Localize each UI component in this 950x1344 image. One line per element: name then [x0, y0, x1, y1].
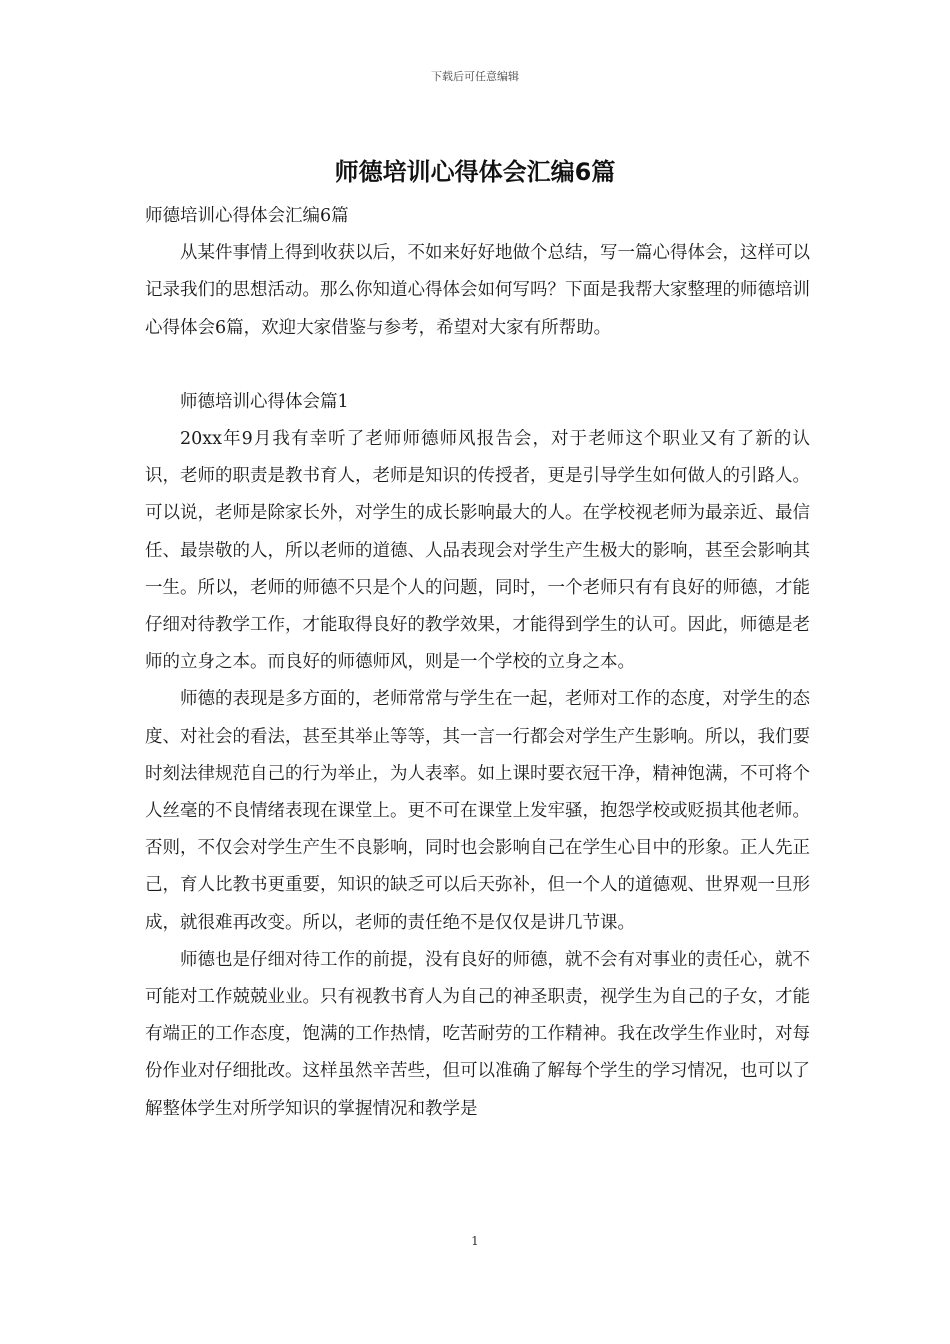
header-note: 下载后可任意编辑 — [431, 70, 519, 83]
body-paragraph: 20xx年9月我有幸听了老师师德师风报告会，对于老师这个职业又有了新的认识，老师的职责是教书育人，老师是知识的传授者，更是引导学生如何做人的引路人。可以说，老师是除家长外，对学生的成长影响最大的人。在学校视老师为最亲近、最信任、最崇敬的人，所以老师的道德、人品表现会对学生产生极大的影响，甚至会影响其一生。所以，老师的师德不只是个人的问题，同时，一个老师只有有良好的师德，才能仔细对待教学工作，才能取得良好的教学效果，才能得到学生的认可。因此，师德是老师的立身之本。而良好的师德师风，则是一个学校的立身之本。 — [145, 429, 810, 673]
document-title: 师德培训心得体会汇编6篇 — [334, 158, 616, 186]
section-heading: 师德培训心得体会篇1 — [180, 391, 349, 412]
page-number: 1 — [471, 1234, 479, 1248]
blank-line — [145, 347, 810, 384]
body-paragraph: 师德也是仔细对待工作的前提，没有良好的师德，就不会有对事业的责任心，就不可能对工作兢兢业业。只有视教书育人为自己的神圣职责，视学生为自己的子女，才能有端正的工作态度，饱满的工作热情，吃苦耐劳的工作精神。我在改学生作业时，对每份作业对仔细批改。这样虽然辛苦些，但可以准确了解每个学生的学习情况，也可以了解整体学生对所学知识的掌握情况和教学是 — [145, 949, 810, 1119]
intro-paragraph: 从某件事情上得到收获以后，不如来好好地做个总结，写一篇心得体会，这样可以记录我们的思想活动。那么你知道心得体会如何写吗？下面是我帮大家整理的师德培训心得体会6篇，欢迎大家借鉴与参考，希望对大家有所帮助。 — [145, 243, 810, 338]
body-paragraph: 师德的表现是多方面的，老师常常与学生在一起，老师对工作的态度，对学生的态度、对社会的看法，甚至其举止等等，其一言一行都会对学生产生影响。所以，我们要时刻法律规范自己的行为举止，为人表率。如上课时要衣冠干净，精神饱满，不可将个人丝毫的不良情绪表现在课堂上。更不可在课堂上发牢骚，抱怨学校或贬损其他老师。否则，不仅会对学生产生不良影响，同时也会影响自己在学生心目中的形象。正人先正己，育人比教书更重要，知识的缺乏可以后天弥补，但一个人的道德观、世界观一旦形成，就很难再改变。所以，老师的责任绝不是仅仅是讲几节课。 — [145, 689, 810, 933]
document-subtitle: 师德培训心得体会汇编6篇 — [145, 206, 349, 226]
document-body — [145, 198, 810, 1128]
